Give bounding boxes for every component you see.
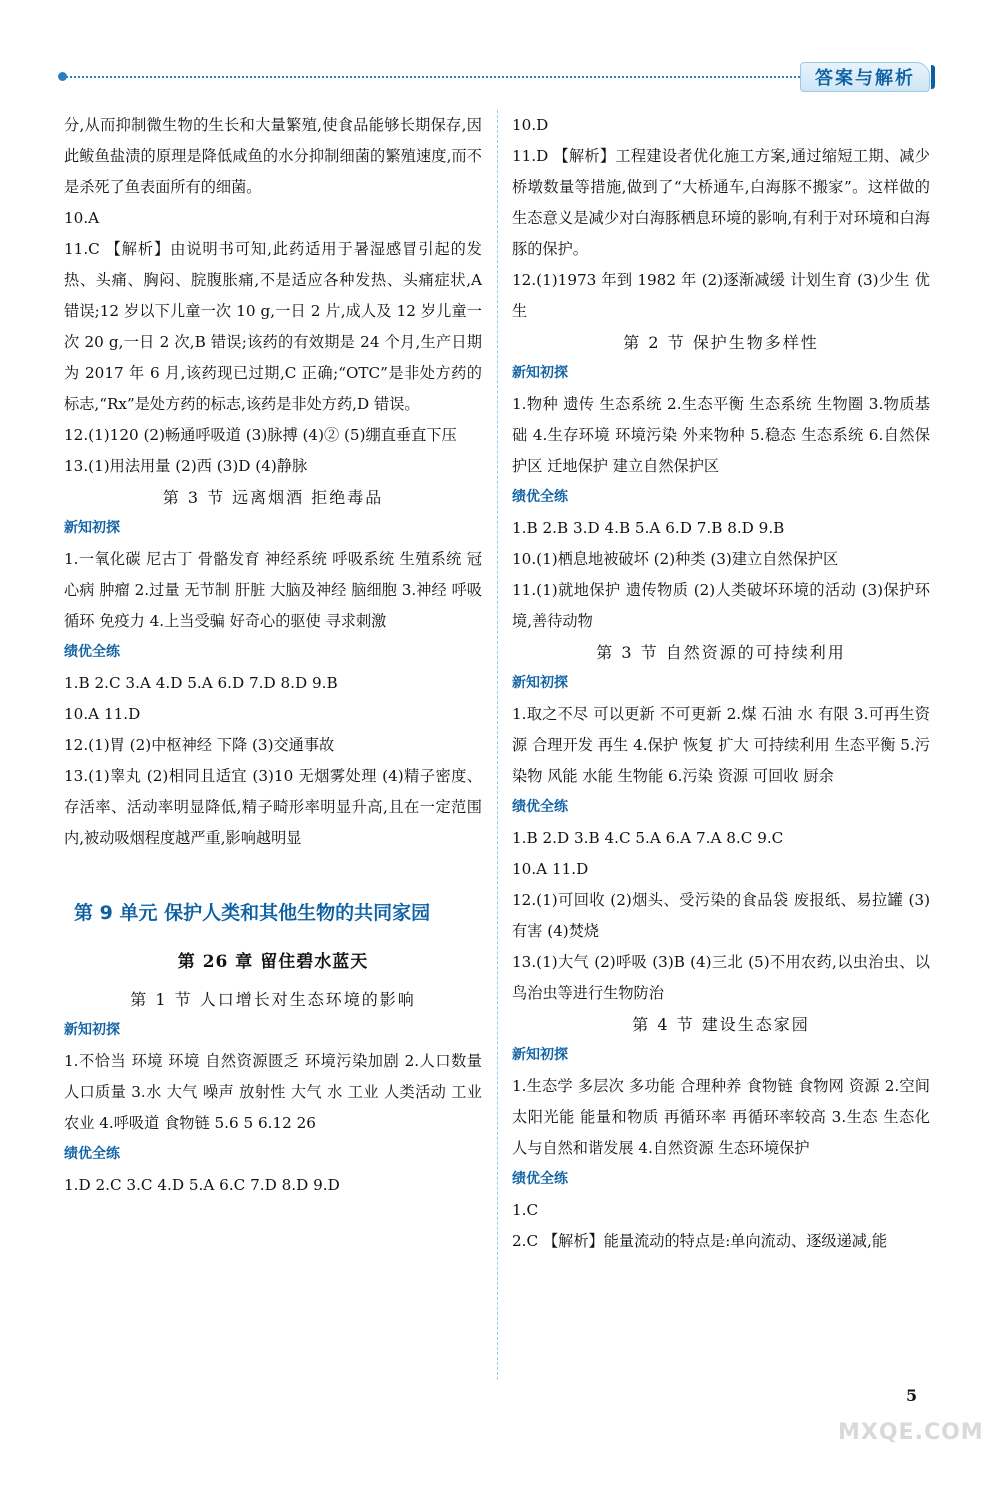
answer-paragraph: 1.B 2.D 3.B 4.C 5.A 6.A 7.A 8.C 9.C	[512, 829, 784, 847]
answer-paragraph: 1.B 2.B 3.D 4.B 5.A 6.D 7.B 8.D 9.B	[512, 519, 785, 537]
subsection-label: 新知初探	[512, 365, 568, 381]
answer-paragraph: 11.D 【解析】工程建设者优化施工方案,通过缩短工期、减少桥墩数量等措施,做到了“大桥通车,白海豚不搬家”。这样做的生态意义是减少对白海豚栖息环境的影响,有利于对环境和白海豚的保护。	[512, 147, 930, 258]
answer-paragraph: 13.(1)用法用量 (2)西 (3)D (4)静脉	[64, 457, 308, 475]
answer-paragraph: 11.C 【解析】由说明书可知,此药适用于暑湿感冒引起的发热、头痛、胸闷、脘腹胀痛,不是适应各种发热、头痛症状,A 错误;12 岁以下儿童一次 10 g,一日 2 片,成人及 12 岁儿童一次 20 g,一日 2 次,B 错误;该药的有效期是 24 个月,生产日期为 2017 年 6 月,该药现已过期,C 正确;“OTC”是非处方药的标志,“Rx”是处方药的标志,该药是非处方药,D 错误。	[64, 240, 487, 413]
column-divider	[497, 110, 498, 1380]
answer-paragraph: 1.一氧化碳 尼古丁 骨骼发育 神经系统 呼吸系统 生殖系统 冠心病 肿瘤 2.过量 无节制 肝脏 大脑及神经 脑细胞 3.神经 呼吸 循环 免疫力 4.上当受骗 好奇心的驱使 寻求刺激	[64, 550, 487, 630]
badge-tail	[931, 65, 935, 89]
answer-paragraph: 11.(1)就地保护 遗传物质 (2)人类破坏环境的活动 (3)保护环境,善待动物	[512, 581, 930, 630]
answer-paragraph: 13.(1)睾丸 (2)相同且适宜 (3)10 无烟雾处理 (4)精子密度、存活率、活动率明显降低,精子畸形率明显升高,且在一定范围内,被动吸烟程度越严重,影响越明显	[64, 767, 482, 847]
answer-paragraph: 分,从而抑制微生物的生长和大量繁殖,使食品能够长期保存,因此鲅鱼盐渍的原理是降低咸鱼的水分抑制细菌的繁殖速度,而不是杀死了鱼表面所有的细菌。	[64, 116, 482, 196]
answer-paragraph: 1.物种 遗传 生态系统 2.生态平衡 生态系统 生物圈 3.物质基础 4.生存环境 环境污染 外来物种 5.稳态 生态系统 6.自然保护区 迁地保护 建立自然保护区	[512, 395, 930, 475]
page-number: 5	[906, 1386, 918, 1405]
subsection-label: 绩优全练	[64, 644, 120, 660]
answer-paragraph: 1.生态学 多层次 多功能 合理种养 食物链 食物网 资源 2.空间 太阳光能 能量和物质 再循环率 再循环率较高 3.生态 生态化 人与自然和谐发展 4.自然资源 生态环境保护	[512, 1077, 935, 1157]
answer-paragraph: 10.D	[512, 116, 549, 134]
section-heading: 第 3 节 远离烟酒 拒绝毒品	[162, 488, 384, 507]
answer-paragraph: 10.A 11.D	[64, 705, 141, 723]
watermark-logo: MXQE.COM	[838, 1420, 984, 1445]
subsection-label: 绩优全练	[512, 1171, 568, 1187]
section-heading: 第 1 节 人口增长对生态环境的影响	[130, 990, 416, 1009]
section-heading: 第 4 节 建设生态家园	[632, 1015, 810, 1034]
answer-paragraph: 12.(1)胃 (2)中枢神经 下降 (3)交通事故	[64, 736, 335, 754]
subsection-label: 新知初探	[64, 1022, 120, 1038]
answer-paragraph: 1.B 2.C 3.A 4.D 5.A 6.D 7.D 8.D 9.B	[64, 674, 338, 692]
answer-paragraph: 1.C	[512, 1201, 539, 1219]
subsection-label: 绩优全练	[512, 799, 568, 815]
answer-paragraph: 10.(1)栖息地被破坏 (2)种类 (3)建立自然保护区	[512, 550, 839, 568]
answer-paragraph: 12.(1)可回收 (2)烟头、受污染的食品袋 废报纸、易拉罐 (3)有害 (4)焚烧	[512, 891, 930, 940]
unit-title: 第 9 单元 保护人类和其他生物的共同家园	[74, 902, 431, 924]
section-heading: 第 3 节 自然资源的可持续利用	[596, 643, 846, 662]
subsection-label: 绩优全练	[512, 489, 568, 505]
answer-paragraph: 10.A 11.D	[512, 860, 589, 878]
answer-paragraph: 1.D 2.C 3.C 4.D 5.A 6.C 7.D 8.D 9.D	[64, 1176, 340, 1194]
section-badge	[800, 62, 930, 92]
right-column	[512, 110, 935, 1257]
answer-paragraph: 12.(1)120 (2)畅通呼吸道 (3)脉搏 (4)② (5)绷直垂直下压	[64, 426, 457, 444]
answer-paragraph: 2.C 【解析】能量流动的特点是:单向流动、逐级递减,能	[512, 1232, 888, 1250]
left-column	[64, 110, 487, 1201]
chapter-title: 第 26 章 留住碧水蓝天	[177, 952, 369, 972]
header-divider	[62, 76, 800, 78]
answer-paragraph: 12.(1)1973 年到 1982 年 (2)逐渐减缓 计划生育 (3)少生 优生	[512, 271, 930, 320]
answer-paragraph: 13.(1)大气 (2)呼吸 (3)B (4)三北 (5)不用农药,以虫治虫、以鸟治虫等进行生物防治	[512, 953, 930, 1002]
answer-paragraph: 1.不恰当 环境 环境 自然资源匮乏 环境污染加剧 2.人口数量 人口质量 3.水 大气 噪声 放射性 大气 水 工业 人类活动 工业 农业 4.呼吸道 食物链 5.6 5 6.12 26	[64, 1052, 487, 1132]
subsection-label: 绩优全练	[64, 1146, 120, 1162]
answer-paragraph: 1.取之不尽 可以更新 不可更新 2.煤 石油 水 有限 3.可再生资源 合理开发 再生 4.保护 恢复 扩大 可持续利用 生态平衡 5.污染物 风能 水能 生物能 6.污染 资源 可回收 厨余	[512, 705, 930, 785]
subsection-label: 新知初探	[512, 1047, 568, 1063]
section-badge-label: 答案与解析	[815, 68, 915, 89]
subsection-label: 新知初探	[512, 675, 568, 691]
subsection-label: 新知初探	[64, 520, 120, 536]
section-heading: 第 2 节 保护生物多样性	[623, 333, 819, 352]
answer-paragraph: 10.A	[64, 209, 100, 227]
